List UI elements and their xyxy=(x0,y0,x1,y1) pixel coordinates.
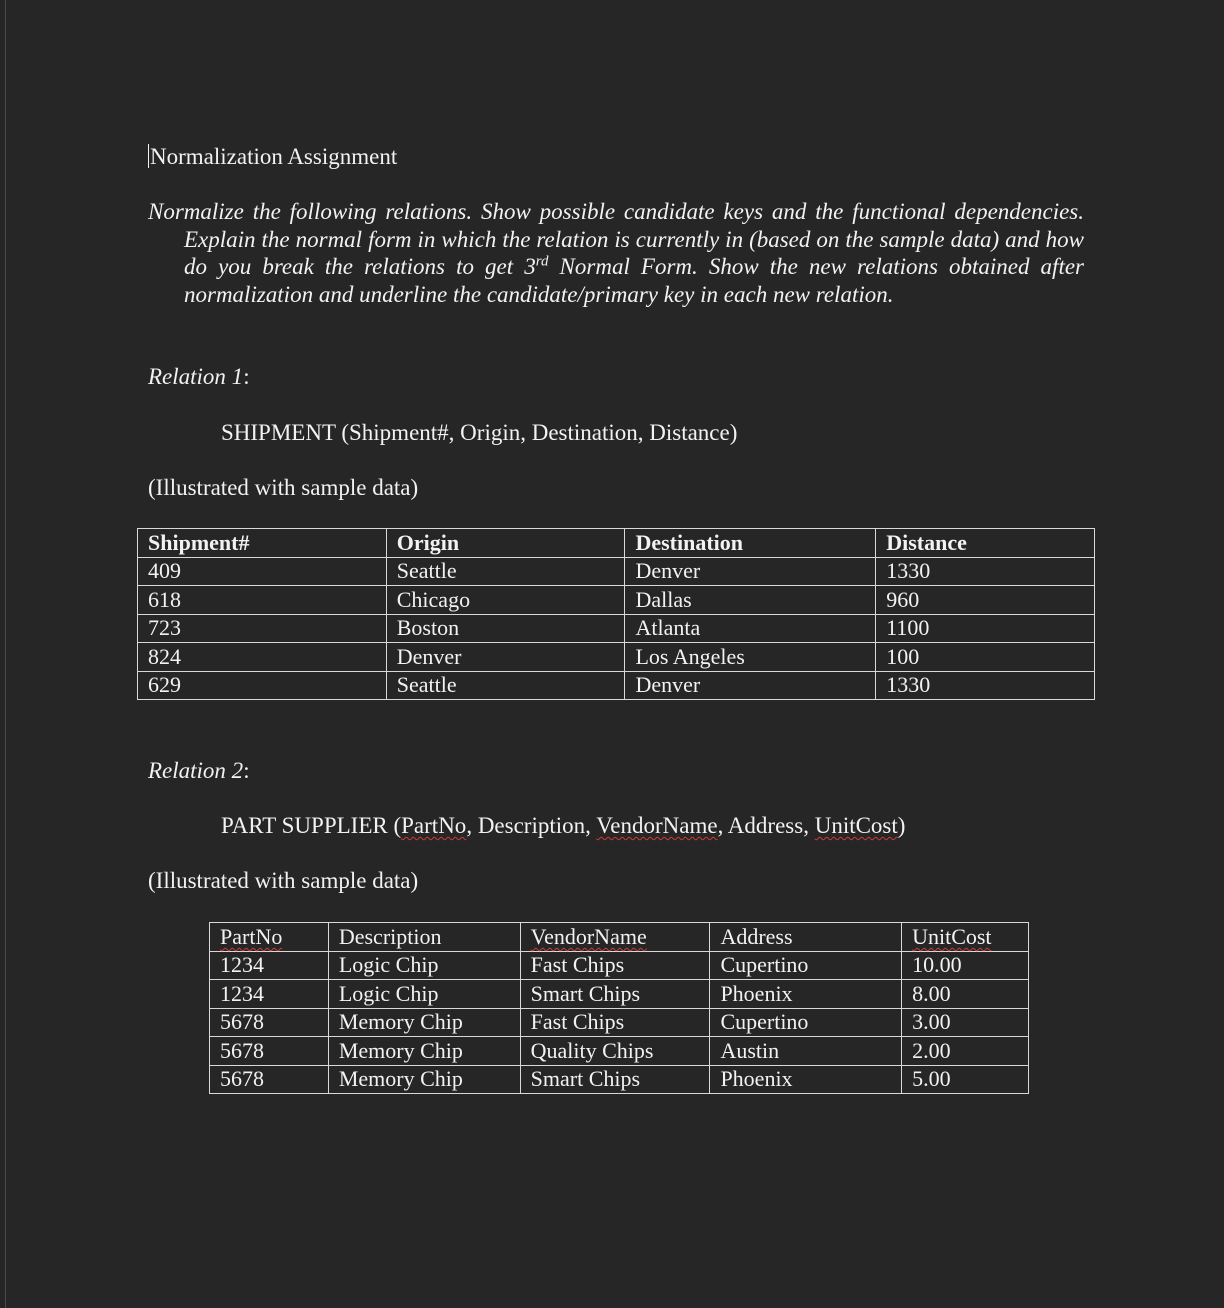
table-cell[interactable]: 5678 xyxy=(210,1065,329,1094)
table-cell[interactable]: Atlanta xyxy=(625,614,876,643)
table-cell[interactable]: Smart Chips xyxy=(520,1065,710,1094)
part-supplier-table xyxy=(209,922,1029,1094)
table-cell[interactable]: 1234 xyxy=(210,980,329,1009)
table-cell[interactable]: 8.00 xyxy=(902,980,1029,1009)
schema-mid2: , Address, xyxy=(717,813,815,838)
table-cell[interactable]: 1234 xyxy=(210,951,329,980)
table-cell[interactable]: Seattle xyxy=(386,671,625,700)
table-cell[interactable]: 2.00 xyxy=(902,1037,1029,1066)
table-cell[interactable]: 1330 xyxy=(876,671,1095,700)
table-row xyxy=(138,671,1095,700)
table-cell[interactable]: Phoenix xyxy=(710,980,902,1009)
table-row xyxy=(210,980,1029,1009)
instructions-text-1: Normalize the following relations. Show possible candidate keys and the functional dependencies. Explain the normal form in which the relation is currently in (based on the sample data) and how do you break the relations to get 3 xyxy=(148,199,1084,279)
table-cell[interactable]: 5678 xyxy=(210,1008,329,1037)
relation2-illustrated-note[interactable]: (Illustrated with sample data) xyxy=(148,868,419,893)
table-cell[interactable]: Chicago xyxy=(386,586,625,615)
table-cell[interactable]: 409 xyxy=(138,557,387,586)
table-cell[interactable]: 5.00 xyxy=(902,1065,1029,1094)
table-row xyxy=(210,1008,1029,1037)
table-cell[interactable]: Cupertino xyxy=(710,951,902,980)
table-cell[interactable]: Seattle xyxy=(386,557,625,586)
table-row xyxy=(138,557,1095,586)
table-cell[interactable]: Logic Chip xyxy=(328,980,520,1009)
table-cell[interactable]: 824 xyxy=(138,643,387,672)
table-row xyxy=(138,586,1095,615)
table-cell[interactable]: Boston xyxy=(386,614,625,643)
table-cell[interactable]: Denver xyxy=(386,643,625,672)
table-cell[interactable]: Los Angeles xyxy=(625,643,876,672)
relation2-label-colon: : xyxy=(243,758,250,783)
table-row xyxy=(138,643,1095,672)
relation2-label-text: Relation 2 xyxy=(148,758,244,783)
table-cell[interactable]: Memory Chip xyxy=(328,1037,520,1066)
table-cell[interactable]: Memory Chip xyxy=(328,1008,520,1037)
table-cell[interactable]: 960 xyxy=(876,586,1095,615)
table-header-row xyxy=(138,529,1095,558)
header-vendorname-misspelled: VendorName xyxy=(530,923,647,949)
column-header[interactable]: Address xyxy=(710,923,902,952)
relation2-label[interactable] xyxy=(148,757,250,784)
table-row xyxy=(210,1065,1029,1094)
table-cell[interactable]: 10.00 xyxy=(902,951,1029,980)
relation1-schema[interactable]: SHIPMENT (Shipment#, Origin, Destination, Distance) xyxy=(221,420,738,445)
schema-unitcost-misspelled: UnitCost xyxy=(814,813,898,838)
table-cell[interactable]: Cupertino xyxy=(710,1008,902,1037)
shipment-table xyxy=(137,528,1095,700)
table-cell[interactable]: Austin xyxy=(710,1037,902,1066)
table-cell[interactable]: Denver xyxy=(625,671,876,700)
header-partno-misspelled: PartNo xyxy=(220,923,283,949)
header-unitcost-misspelled: UnitCost xyxy=(912,923,992,949)
column-header[interactable]: Distance xyxy=(876,529,1095,558)
table-cell[interactable]: Memory Chip xyxy=(328,1065,520,1094)
relation1-label-text: Relation 1 xyxy=(148,364,244,389)
relation2-schema[interactable] xyxy=(221,812,905,839)
column-header[interactable] xyxy=(902,923,1029,952)
table-cell[interactable]: 5678 xyxy=(210,1037,329,1066)
column-header[interactable] xyxy=(520,923,710,952)
table-cell[interactable]: Dallas xyxy=(625,586,876,615)
table-cell[interactable]: Quality Chips xyxy=(520,1037,710,1066)
schema-prefix: PART SUPPLIER ( xyxy=(221,813,402,838)
schema-mid1: , Description, xyxy=(466,813,597,838)
relation1-label[interactable] xyxy=(148,363,250,390)
instructions-paragraph[interactable] xyxy=(148,198,1084,308)
document-title[interactable] xyxy=(148,143,397,170)
table-row xyxy=(210,951,1029,980)
column-header[interactable]: Origin xyxy=(386,529,625,558)
table-cell[interactable]: Denver xyxy=(625,557,876,586)
text-cursor xyxy=(148,144,149,168)
table-cell[interactable]: 3.00 xyxy=(902,1008,1029,1037)
table-cell[interactable]: Phoenix xyxy=(710,1065,902,1094)
table-cell[interactable]: 1100 xyxy=(876,614,1095,643)
table-cell[interactable]: Fast Chips xyxy=(520,1008,710,1037)
table-cell[interactable]: Smart Chips xyxy=(520,980,710,1009)
schema-partno-misspelled: PartNo xyxy=(401,813,467,838)
table-cell[interactable]: Fast Chips xyxy=(520,951,710,980)
instructions-superscript: rd xyxy=(535,253,549,270)
table-header-row xyxy=(210,923,1029,952)
table-cell[interactable]: Logic Chip xyxy=(328,951,520,980)
table-cell[interactable]: 618 xyxy=(138,586,387,615)
column-header[interactable]: Shipment# xyxy=(138,529,387,558)
column-header[interactable]: Destination xyxy=(625,529,876,558)
table-cell[interactable]: 629 xyxy=(138,671,387,700)
instructions-text-2: Normal Form. Show the new relations obtained after normalization and underline the candidate/primary key in each new relation. xyxy=(184,254,1084,307)
title-text: Normalization Assignment xyxy=(150,144,398,169)
table-row xyxy=(210,1037,1029,1066)
table-cell[interactable]: 100 xyxy=(876,643,1095,672)
schema-suffix: ) xyxy=(897,813,906,838)
relation1-illustrated-note[interactable]: (Illustrated with sample data) xyxy=(148,475,419,500)
relation1-label-colon: : xyxy=(243,364,250,389)
table-row xyxy=(138,614,1095,643)
schema-vendorname-misspelled: VendorName xyxy=(596,813,718,838)
column-header[interactable]: Description xyxy=(328,923,520,952)
column-header[interactable] xyxy=(210,923,329,952)
table-cell[interactable]: 723 xyxy=(138,614,387,643)
table-cell[interactable]: 1330 xyxy=(876,557,1095,586)
